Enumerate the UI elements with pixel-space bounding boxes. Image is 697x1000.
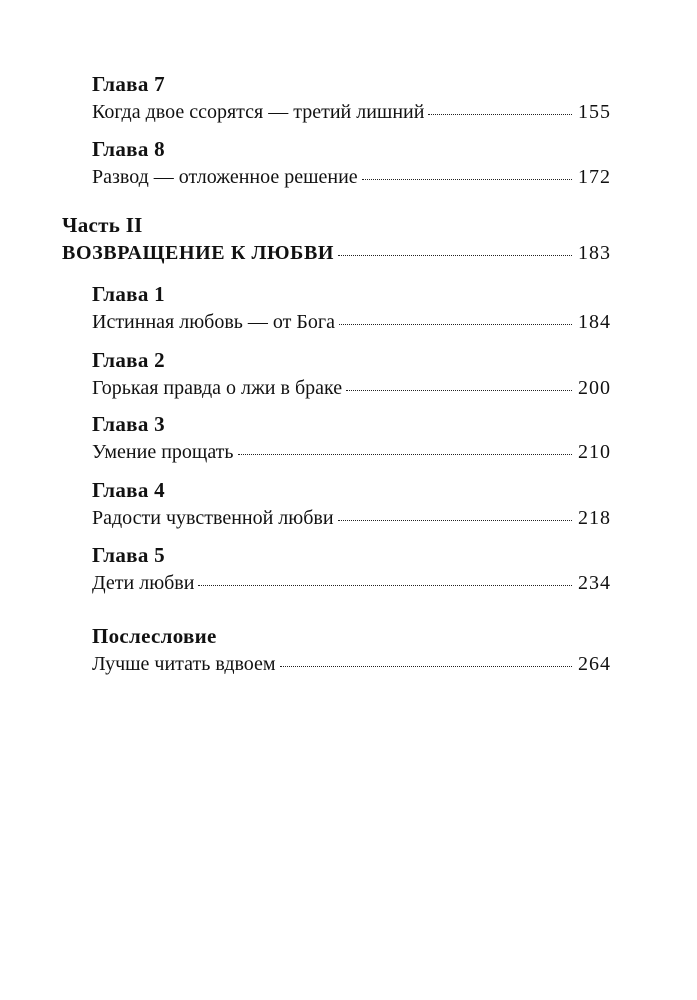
toc-entry-part2-chapter-3 (92, 410, 611, 466)
page-number: 183 (578, 242, 611, 264)
page-number: 264 (578, 653, 611, 675)
dot-leader (346, 390, 572, 391)
toc-line (92, 504, 611, 532)
toc-line (92, 438, 611, 466)
chapter-heading: Глава 1 (92, 282, 165, 306)
toc-entry-part2-chapter-2 (92, 346, 611, 402)
chapter-heading: Глава 4 (92, 478, 165, 502)
dot-leader (198, 585, 572, 586)
chapter-heading: Глава 3 (92, 412, 165, 436)
toc-line (92, 569, 611, 597)
chapter-title: Развод — отложенное решение (92, 166, 358, 188)
toc-entry-afterword (92, 622, 611, 678)
toc-entry-part2-chapter-1 (92, 280, 611, 336)
page-number: 172 (578, 166, 611, 188)
toc-entry-part2-chapter-4 (92, 476, 611, 532)
page-number: 218 (578, 507, 611, 529)
dot-leader (428, 114, 572, 115)
toc-line (92, 374, 611, 402)
dot-leader (362, 179, 572, 180)
dot-leader (280, 666, 572, 667)
chapter-title: Истинная любовь — от Бога (92, 311, 335, 333)
part-heading: Часть II (62, 213, 143, 237)
page-number: 155 (578, 101, 611, 123)
page-number: 234 (578, 572, 611, 594)
page-number: 210 (578, 441, 611, 463)
chapter-heading: Глава 2 (92, 348, 165, 372)
chapter-title: Дети любви (92, 572, 195, 594)
afterword-heading: Послесловие (92, 624, 217, 648)
toc-line (62, 239, 611, 267)
dot-leader (338, 520, 572, 521)
toc-line (92, 650, 611, 678)
chapter-title: Радости чувственной любви (92, 507, 334, 529)
chapter-title: Горькая правда о лжи в браке (92, 377, 343, 399)
toc-entry-part-2 (62, 211, 611, 267)
dot-leader (339, 324, 572, 325)
page-number: 184 (578, 311, 611, 333)
toc-entry-chapter-8 (92, 135, 611, 191)
chapter-heading: Глава 7 (92, 72, 165, 96)
page-number: 200 (578, 377, 611, 399)
toc-entry-part2-chapter-5 (92, 541, 611, 597)
chapter-title: Умение прощать (92, 441, 234, 463)
toc-line (92, 98, 611, 126)
afterword-title: Лучше читать вдвоем (92, 653, 276, 675)
chapter-title: Когда двое ссорятся — третий лишний (92, 101, 425, 123)
toc-line (92, 308, 611, 336)
chapter-heading: Глава 5 (92, 543, 165, 567)
toc-entry-chapter-7 (92, 70, 611, 126)
chapter-heading: Глава 8 (92, 137, 165, 161)
dot-leader (338, 255, 572, 256)
toc-line (92, 163, 611, 191)
dot-leader (238, 454, 572, 455)
part-title: ВОЗВРАЩЕНИЕ К ЛЮБВИ (62, 242, 335, 264)
